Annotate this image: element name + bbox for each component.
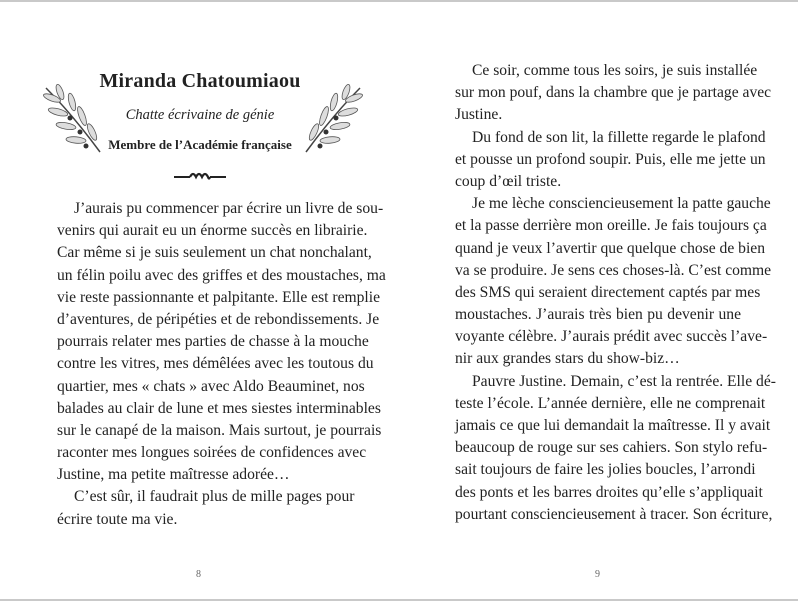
text-line: teste l’école. L’année dernière, elle ne comprenait bbox=[455, 394, 766, 412]
text-line: Car même si je suis seulement un chat nonchalant, bbox=[57, 244, 372, 262]
text-line: pourtant consciencieusement à tracer. Son écriture, bbox=[455, 505, 773, 523]
text-line: va se produire. Je sens ces choses-là. C’est comme bbox=[455, 261, 772, 279]
flourish-ornament-icon bbox=[174, 170, 226, 182]
body-text bbox=[57, 198, 386, 531]
page-number: 8 bbox=[196, 569, 201, 580]
text-line: venirs qui aurait eu un énorme succès en librairie. bbox=[57, 222, 368, 240]
right-page bbox=[399, 0, 798, 601]
paragraph bbox=[455, 60, 772, 127]
text-line: et pousse un profond soupir. Puis, elle me jette un bbox=[455, 150, 766, 168]
text-line: des ponts et les barres droites qu’elle s’appliquait bbox=[455, 483, 763, 501]
text-line: d’aventures, de péripéties et de rebondissements. Je bbox=[57, 310, 380, 328]
author-subtitle: Chatte écrivaine de génie bbox=[125, 107, 275, 123]
text-line: contre les vitres, mes démêlées avec les toutous du bbox=[57, 355, 374, 373]
text-line: Ce soir, comme tous les soirs, je suis installée bbox=[472, 62, 758, 79]
text-line: vie reste passionnante et palpitante. Elle est remplie bbox=[57, 288, 381, 306]
text-line: moustaches. J’aurais très bien pu devenir une bbox=[455, 306, 741, 324]
text-line: quand je veux l’avertir que quelque chose de bien bbox=[455, 239, 766, 257]
text-line: raconter mes longues soirées de confidences avec bbox=[57, 444, 367, 462]
author-title: Miranda Chatoumiaou bbox=[99, 70, 301, 92]
text-line: et la passe derrière mon oreille. Je fais toujours ça bbox=[455, 217, 767, 235]
text-line: beaucoup de rouge sur ses cahiers. Son stylo refu- bbox=[455, 439, 768, 457]
text-line: balades au clair de lune et mes siestes interminables bbox=[57, 399, 381, 417]
paragraph bbox=[455, 371, 776, 526]
text-line: quartier, mes « chats » avec Aldo Beauminet, nos bbox=[57, 377, 365, 395]
text-line: Justine. bbox=[455, 106, 503, 124]
text-line: C’est sûr, il faudrait plus de mille pages pour bbox=[74, 488, 355, 506]
chapter-header bbox=[40, 62, 360, 202]
text-line: écrire toute ma vie. bbox=[57, 510, 178, 528]
paragraph bbox=[455, 193, 772, 371]
body-text bbox=[455, 60, 776, 526]
text-line: un félin poilu avec des griffes et des moustaches, ma bbox=[57, 266, 386, 284]
text-line: jamais ce que lui demandait la maîtresse. Il y avait bbox=[455, 417, 771, 434]
text-line: Du fond de son lit, la fillette regarde le plafond bbox=[472, 128, 766, 146]
text-line: voyante célèbre. J’aurais prédit avec succès l’ave- bbox=[455, 328, 768, 346]
page-number: 9 bbox=[595, 569, 600, 580]
paragraph bbox=[455, 127, 766, 194]
text-line: des SMS qui seraient directement captés par mes bbox=[455, 283, 761, 301]
text-line: sur mon pouf, dans la chambre que je partage avec bbox=[455, 84, 772, 102]
text-line: nir aux grandes stars du show-biz… bbox=[455, 350, 680, 368]
paragraph bbox=[57, 486, 355, 530]
text-line: Pauvre Justine. Demain, c’est la rentrée. Elle dé- bbox=[472, 372, 776, 390]
text-line: sur le canapé de la maison. Mais surtout, je pourrais bbox=[57, 421, 382, 439]
text-line: Je me lèche consciencieusement la patte gauche bbox=[472, 195, 771, 213]
text-line: pourrais relater mes parties de chasse à la mouche bbox=[57, 333, 369, 351]
text-line: coup d’œil triste. bbox=[455, 172, 562, 190]
author-membership: Membre de l’Académie française bbox=[108, 137, 292, 152]
text-line: Justine, ma petite maîtresse adorée… bbox=[57, 466, 290, 484]
paragraph bbox=[57, 198, 386, 486]
text-line: sait toujours de faire les jolies boucles, l’arrondi bbox=[455, 461, 756, 479]
text-line: J’aurais pu commencer par écrire un livre de sou- bbox=[74, 200, 384, 217]
